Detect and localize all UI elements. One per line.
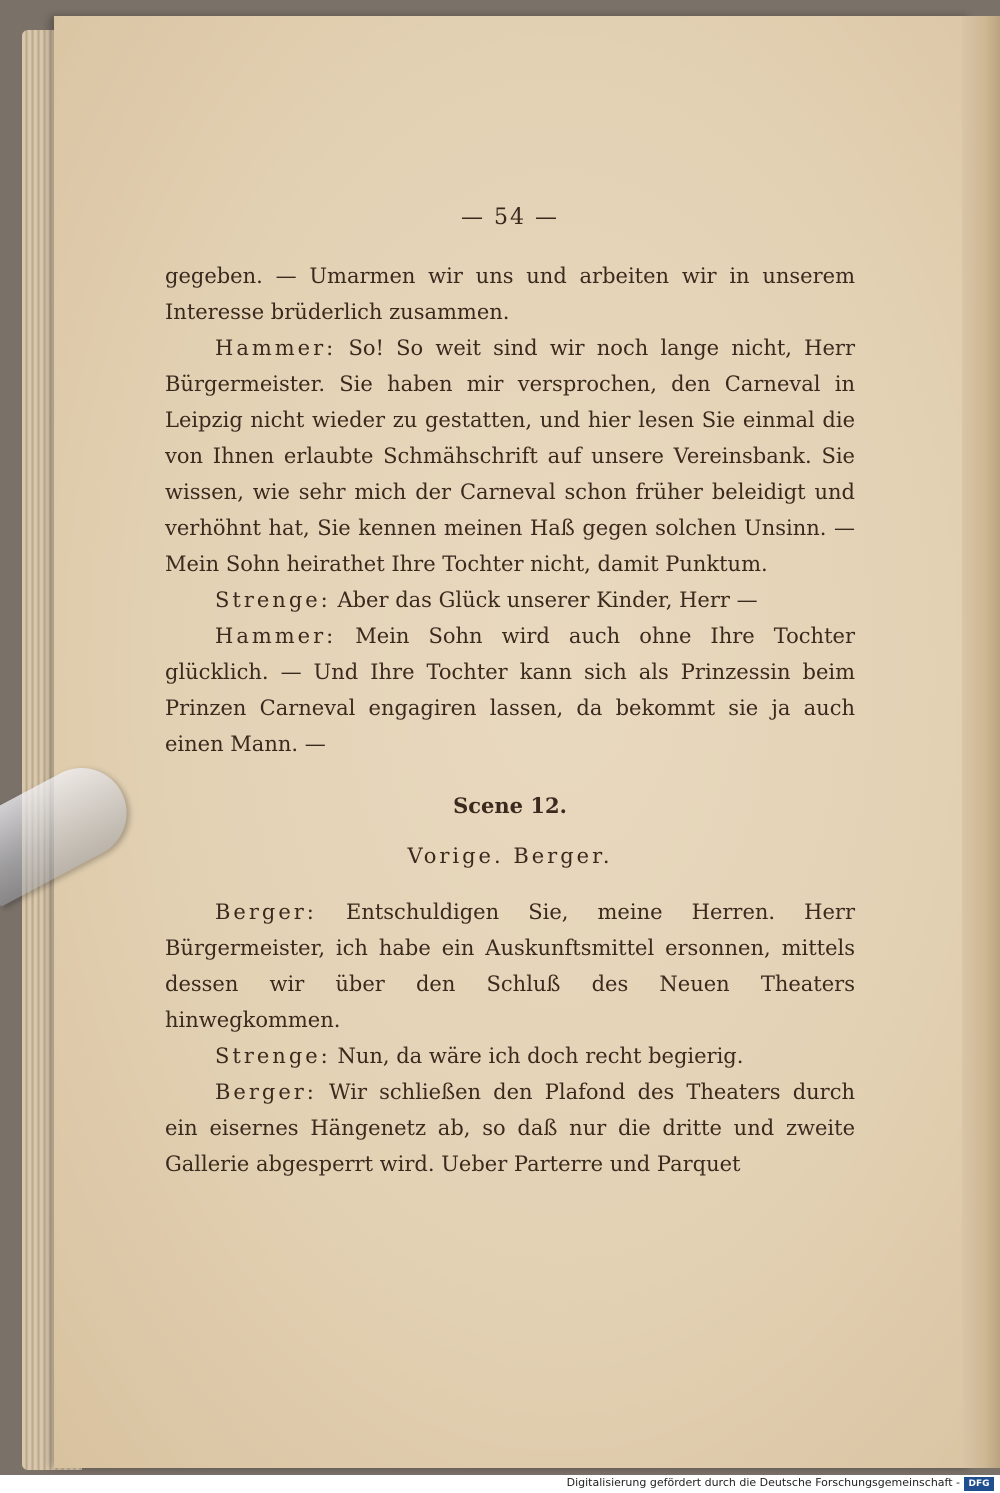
footer-bar (0, 1475, 1000, 1493)
page-text (165, 200, 855, 1182)
dfg-logo: DFG (964, 1477, 994, 1491)
paragraph (165, 582, 855, 618)
paragraph-text: Aber das Glück unserer Kinder, Herr — (337, 588, 758, 612)
paragraphs-after-scene (165, 894, 855, 1182)
paragraph-text: Entschuldigen Sie, meine Herren. Herr Bürgermeister, ich habe ein Auskunftsmittel ersonnen, mittels dessen wir über den Schluß des Neuen Theaters hinwegkommen. (165, 900, 855, 1032)
funding-credit: Digitalisierung gefördert durch die Deutsche Forschungsgemeinschaft - (566, 1476, 960, 1489)
paragraph (165, 258, 855, 330)
scene-heading: Scene 12. (453, 793, 567, 818)
paragraph-text: Nun, da wäre ich doch recht begierig. (337, 1044, 744, 1068)
speaker-name: Berger: (215, 900, 317, 924)
paragraph-text: Mein Sohn wird auch ohne Ihre Tochter glücklich. — Und Ihre Tochter kann sich als Prinzessin beim Prinzen Carneval engagiren lassen, da bekommt sie ja auch einen Mann. — (165, 624, 855, 756)
speaker-name: Hammer: (215, 336, 337, 360)
facing-page-edge (962, 16, 1000, 1468)
paragraph-text: Wir schließen den Plafond des Theaters durch ein eisernes Hängenetz ab, so daß nur die dritte und zweite Gallerie abgesperrt wird. Ueber Parterre und Parquet (165, 1080, 855, 1176)
paragraph-text: So! So weit sind wir noch lange nicht, Herr Bürgermeister. Sie haben mir versprochen, den Carneval in Leipzig nicht wieder zu gestatten, und hier lesen Sie einmal die von Ihnen erlaubte Schmähschrift auf unsere Vereinsbank. Sie wissen, wie sehr mich der Carneval schon früher beleidigt und verhöhnt hat, Sie kennen meinen Haß gegen solchen Unsinn. — Mein Sohn heirathet Ihre Tochter nicht, damit Punktum. (165, 336, 855, 576)
paragraph (165, 1074, 855, 1182)
speaker-name: Strenge: (215, 588, 331, 612)
paragraph-text: gegeben. — Umarmen wir uns und arbeiten wir in unserem Interesse brüderlich zusammen. (165, 264, 855, 324)
paragraphs-before-scene (165, 258, 855, 762)
paragraph (165, 330, 855, 582)
speaker-name: Hammer: (215, 624, 337, 648)
speaker-name: Strenge: (215, 1044, 331, 1068)
paragraph (165, 1038, 855, 1074)
scene-cast: Vorige. Berger. (407, 844, 613, 868)
paragraph (165, 618, 855, 762)
page-number: — 54 — (461, 205, 559, 230)
speaker-name: Berger: (215, 1080, 317, 1104)
paragraph (165, 894, 855, 1038)
